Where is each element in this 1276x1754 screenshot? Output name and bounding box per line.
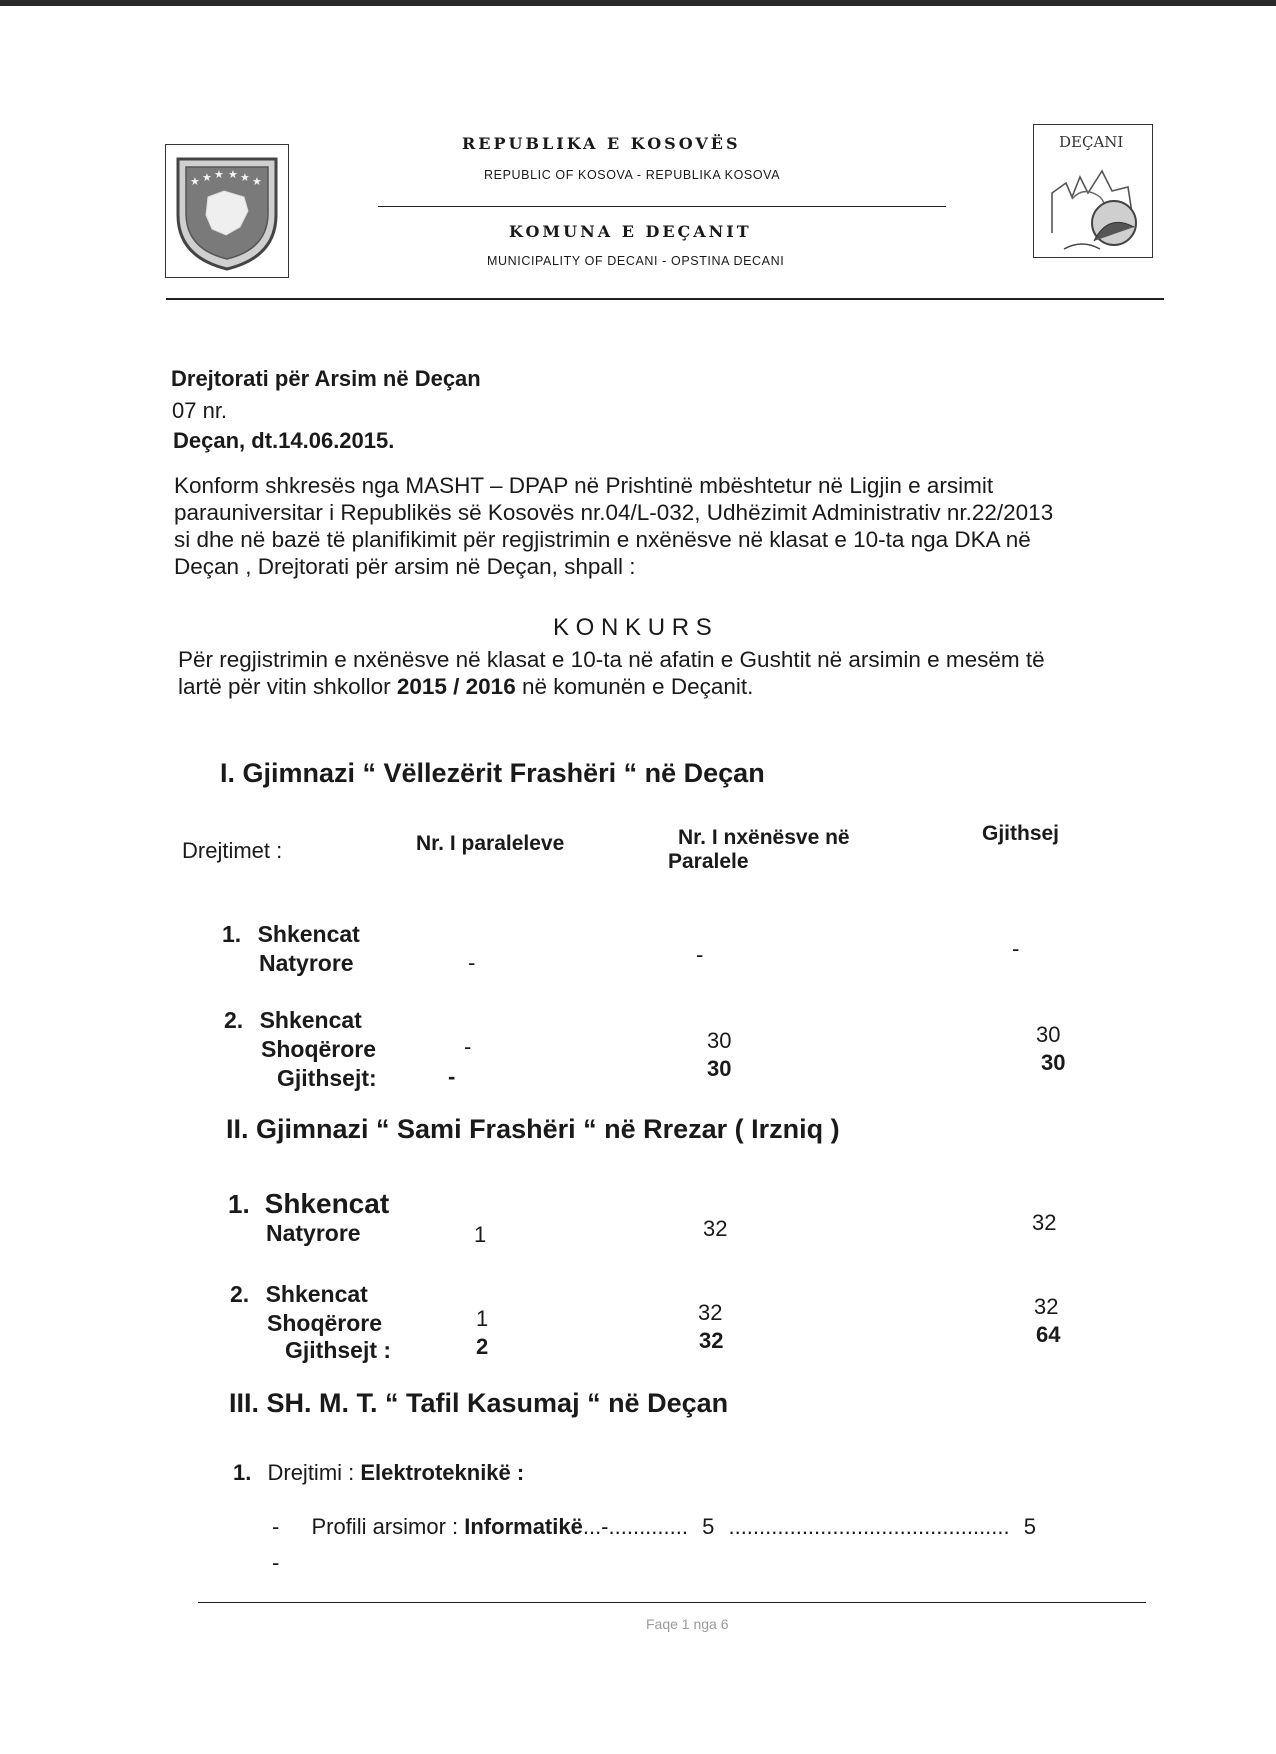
drejtimi-line [233, 1460, 524, 1486]
profili-dots: ...-............. [582, 1514, 688, 1539]
konkurs-line: Për regjistrimin e nxënësve në klasat e 10-ta në afatin e Gushtit në arsimin e mesëm të [178, 647, 1045, 672]
cell-nxenes: 30 [707, 1028, 732, 1053]
total-paralele: - [448, 1064, 456, 1089]
cell-paralele: - [464, 1034, 472, 1059]
col-header-nxenesve-line2: Paralele [668, 850, 749, 873]
profili-label: Profili arsimor : [311, 1514, 465, 1539]
total-label: Gjithsejt: [277, 1065, 377, 1091]
profili-dots-long: .............................................. [728, 1514, 1010, 1539]
municipality-name: KOMUNA E DEÇANIT [509, 222, 752, 241]
bullet: - [272, 1550, 280, 1575]
row-number: 1. [222, 921, 242, 947]
cell-nxenes: 32 [703, 1216, 728, 1241]
cell-gjithsej: 32 [1032, 1210, 1057, 1235]
table-row [230, 1280, 382, 1338]
row-number: 1. [228, 1189, 250, 1219]
total-nxenes: 32 [699, 1328, 724, 1353]
konkurs-text: lartë për vitin shkollor [178, 674, 397, 699]
page-number: Faqe 1 nga 6 [646, 1616, 729, 1632]
municipality-logo-label: DEÇANI [1059, 133, 1124, 151]
row-name: Shoqërore [267, 1310, 383, 1336]
republic-name: REPUBLIKA E KOSOVËS [462, 134, 741, 153]
cell-paralele: - [468, 950, 476, 975]
cell-gjithsej: 32 [1034, 1294, 1059, 1319]
emblem-frame [165, 144, 289, 278]
republic-subtitle: REPUBLIC OF KOSOVA - REPUBLIKA KOSOVA [484, 168, 781, 182]
school-year: 2015 / 2016 [396, 674, 516, 699]
municipality-subtitle: MUNICIPALITY OF DECANI - OPSTINA DECANI [487, 254, 785, 268]
konkurs-text: në komunën e Deçanit. [515, 674, 754, 699]
cell-nxenes: - [696, 942, 704, 967]
office-name: Drejtorati për Arsim në Deçan [171, 366, 481, 391]
profili-total: 5 [1023, 1514, 1037, 1539]
total-gjithsej: 30 [1041, 1050, 1066, 1075]
svg-text:★: ★ [190, 175, 200, 188]
section1-title: I. Gjimnazi “ Vëllezërit Frashëri “ në Deçan [220, 758, 765, 788]
drejtimi-value: Elektroteknikë : [360, 1460, 525, 1485]
row-name: Shkencat [264, 1188, 390, 1219]
cell-nxenes: 32 [698, 1300, 723, 1325]
row-name: Shkencat [257, 921, 360, 947]
svg-text:★: ★ [252, 175, 262, 188]
letterhead-rule [166, 298, 1164, 300]
total-nxenes: 30 [707, 1056, 732, 1081]
row-number: 2. [224, 1007, 244, 1033]
col-header-gjithsej: Gjithsej [982, 822, 1060, 845]
bullet: - [272, 1514, 280, 1539]
drejtimi-label: Drejtimi : [267, 1460, 361, 1485]
section3-title: III. SH. M. T. “ Tafil Kasumaj “ në Deçan [229, 1388, 729, 1418]
row-name: Shoqërore [261, 1036, 377, 1062]
cell-gjithsej: - [1012, 936, 1020, 961]
scan-top-edge [0, 0, 1276, 6]
konkurs-title: K O N K U R S [553, 614, 712, 641]
total-paralele: 2 [476, 1334, 489, 1359]
col-header-paraleleve: Nr. I paraleleve [416, 832, 565, 855]
cell-paralele: 1 [474, 1222, 487, 1247]
intro-line: parauniversitar i Republikës së Kosovës nr.04/L-032, Udhëzimit Administrativ nr.22/2013 [174, 500, 1054, 525]
konkurs-paragraph [178, 646, 1178, 700]
col-header-drejtimet: Drejtimet : [182, 838, 283, 863]
place-date: Deçan, dt.14.06.2015. [173, 428, 395, 453]
table-row [224, 1006, 376, 1064]
row-name: Shkencat [259, 1007, 362, 1033]
row-number: 1. [233, 1460, 252, 1485]
row-number: 2. [230, 1281, 250, 1307]
intro-paragraph [174, 472, 1174, 580]
svg-text:★: ★ [214, 168, 224, 181]
svg-text:★: ★ [202, 171, 212, 184]
decani-municipality-logo-icon [1042, 153, 1144, 253]
row-name: Natyrore [259, 950, 354, 976]
kosovo-coat-of-arms-icon [166, 145, 288, 277]
intro-line: Deçan , Drejtorati për arsim në Deçan, shpall : [174, 554, 636, 579]
row-name: Shkencat [265, 1281, 368, 1307]
profili-line [272, 1514, 1036, 1540]
col-header-nxenesve-line1: Nr. I nxënësve në [678, 826, 850, 849]
intro-line: si dhe në bazë të planifikimit për regjistrimin e nxënësve në klasat e 10-ta nga DKA në [174, 527, 1031, 552]
header-divider [378, 206, 946, 207]
reference-number: 07 nr. [172, 398, 228, 423]
table-row [222, 920, 360, 978]
total-gjithsej: 64 [1036, 1322, 1061, 1347]
cell-paralele: 1 [476, 1306, 489, 1331]
profili-count: 5 [702, 1514, 715, 1539]
svg-text:★: ★ [240, 171, 250, 184]
table-row [228, 1188, 389, 1247]
cell-gjithsej: 30 [1036, 1022, 1061, 1047]
footer-rule [198, 1602, 1146, 1603]
intro-line: Konform shkresës nga MASHT – DPAP në Prishtinë mbështetur në Ligjin e arsimit [174, 473, 994, 498]
section2-title: II. Gjimnazi “ Sami Frashëri “ në Rrezar ( Irzniq ) [226, 1114, 840, 1144]
profili-value: Informatikë [464, 1514, 583, 1539]
total-label: Gjithsejt : [285, 1337, 392, 1363]
col-header-nxenesve [668, 826, 850, 874]
konkurs-line [178, 673, 1178, 700]
svg-text:★: ★ [228, 168, 238, 181]
row-name: Natyrore [266, 1220, 361, 1246]
municipality-logo-frame [1033, 124, 1153, 258]
